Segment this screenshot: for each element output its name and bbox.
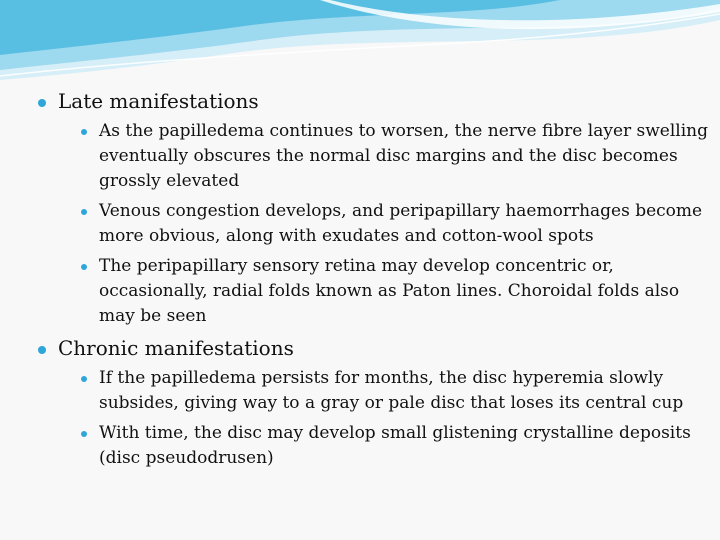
bullet-icon xyxy=(81,376,87,382)
slide-content xyxy=(38,88,708,477)
point-text: With time, the disc may develop small glistening crystalline deposits (disc pseudodrusen) xyxy=(99,423,691,468)
list-item xyxy=(58,366,708,416)
list-item xyxy=(58,119,708,194)
bullet-icon xyxy=(38,99,46,107)
point-text: If the papilledema persists for months, the disc hyperemia slowly subsides, giving way to a gray or pale disc that loses its central cup xyxy=(99,368,684,413)
bullet-icon xyxy=(81,209,87,215)
list-item xyxy=(58,199,708,249)
section-late xyxy=(38,88,708,329)
bullet-icon xyxy=(38,346,46,354)
bullet-list xyxy=(38,88,708,471)
section-chronic xyxy=(38,335,708,471)
sub-list xyxy=(58,366,708,471)
section-heading: Chronic manifestations xyxy=(58,336,294,360)
point-text: As the papilledema continues to worsen, the nerve fibre layer swelling eventually obscures the normal disc margins and the disc becomes grossly elevated xyxy=(99,121,709,191)
section-heading: Late manifestations xyxy=(58,89,259,113)
list-item xyxy=(58,421,708,471)
bullet-icon xyxy=(81,129,87,135)
bullet-icon xyxy=(81,431,87,437)
point-text: The peripapillary sensory retina may develop concentric or, occasionally, radial folds known as Paton lines. Choroidal folds also may be seen xyxy=(99,256,680,326)
point-text: Venous congestion develops, and peripapillary haemorrhages become more obvious, along with exudates and cotton-wool spots xyxy=(99,201,703,246)
list-item xyxy=(58,254,708,329)
sub-list xyxy=(58,119,708,329)
bullet-icon xyxy=(81,264,87,270)
header-wave-decoration xyxy=(0,0,720,90)
